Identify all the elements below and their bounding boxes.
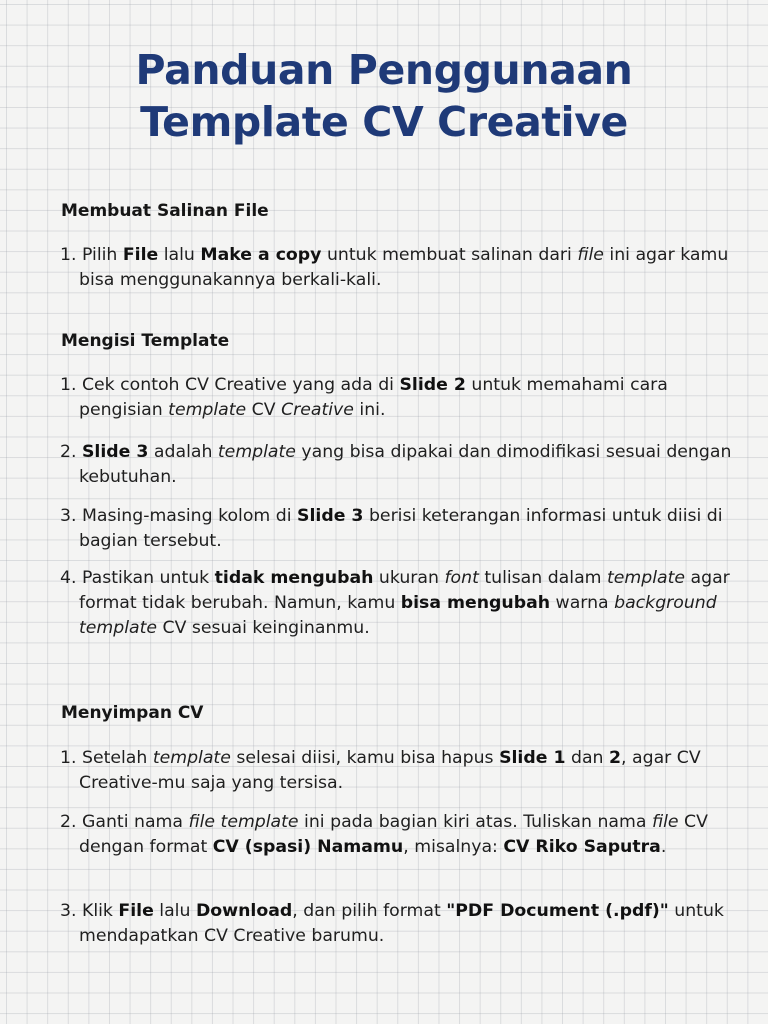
italic-text: Creative — [281, 400, 354, 420]
italic-text: template — [607, 568, 686, 588]
bold-text: CV (spasi) Namamu — [212, 837, 404, 857]
bold-text: Download — [195, 901, 293, 921]
bold-text: tidak mengubah — [214, 568, 374, 588]
italic-text: file template — [188, 812, 299, 832]
italic-text: background template — [79, 593, 717, 638]
bold-text: Slide 3 — [81, 442, 149, 462]
list-item — [60, 373, 739, 423]
bold-text: "PDF Document (.pdf)" — [446, 901, 669, 921]
text-run: 4. Pastikan untuk — [60, 568, 215, 588]
text-run: untuk mendapatkan CV Creative barumu. — [79, 901, 724, 946]
bold-text: Slide 2 — [399, 375, 466, 395]
italic-text: file — [577, 245, 604, 265]
bold-text: File — [122, 245, 159, 265]
text-run: CV — [246, 400, 282, 420]
text-run: CV sesuai keinginanmu. — [157, 618, 370, 638]
list-item — [60, 746, 739, 796]
bold-text: bisa mengubah — [400, 593, 551, 613]
text-run: selesai diisi, kamu bisa hapus — [230, 748, 500, 768]
text-run: yang bisa dipakai dan dimodifikasi sesuai dengan kebutuhan. — [79, 442, 732, 487]
text-run: berisi keterangan informasi untuk diisi di bagian tersebut. — [79, 506, 723, 551]
text-run: 3. Klik — [60, 901, 119, 921]
italic-text: template — [217, 442, 296, 462]
text-run: 2. — [60, 442, 82, 462]
section-heading-menyimpan-cv: Menyimpan CV — [61, 703, 204, 723]
text-run: 1. Setelah — [60, 748, 153, 768]
bold-text: Make a copy — [200, 245, 322, 265]
text-run: warna — [550, 593, 615, 613]
text-run: adalah — [148, 442, 218, 462]
section-heading-membuat-salinan: Membuat Salinan File — [61, 201, 269, 221]
italic-text: file — [651, 812, 679, 832]
text-run: , agar CV Creative-mu saja yang tersisa. — [79, 748, 701, 793]
italic-text: template — [168, 400, 247, 420]
italic-text: font — [444, 568, 479, 588]
list-item — [60, 899, 739, 949]
text-run: 2. Ganti nama — [60, 812, 189, 832]
title-line-2: Template CV Creative — [140, 98, 628, 146]
text-run: ini. — [353, 400, 386, 420]
bold-text: Slide 1 — [499, 748, 566, 768]
text-run: untuk memahami cara pengisian — [79, 375, 668, 420]
text-run: 1. Pilih — [60, 245, 123, 265]
text-run: untuk membuat salinan dari — [321, 245, 578, 265]
text-run: , misalnya: — [403, 837, 504, 857]
text-run: 3. Masing-masing kolom di — [60, 506, 298, 526]
text-run: 1. Cek contoh CV Creative yang ada di — [60, 375, 400, 395]
bold-text: Slide 3 — [297, 506, 364, 526]
text-run: lalu — [158, 245, 201, 265]
list-item — [60, 440, 739, 490]
text-run: lalu — [153, 901, 196, 921]
text-run: , dan pilih format — [292, 901, 447, 921]
bold-text: 2 — [609, 748, 622, 768]
text-run: agar format tidak berubah. Namun, kamu — [79, 568, 730, 613]
italic-text: template — [152, 748, 231, 768]
bold-text: CV Riko Saputra — [503, 837, 661, 857]
list-item — [60, 243, 739, 293]
title-line-1: Panduan Penggunaan — [135, 46, 633, 94]
list-item — [60, 566, 739, 641]
text-run: tulisan dalam — [478, 568, 607, 588]
text-run: ukuran — [373, 568, 445, 588]
section-heading-mengisi-template: Mengisi Template — [61, 331, 230, 351]
text-run: CV dengan format — [79, 812, 708, 857]
bold-text: File — [118, 901, 154, 921]
list-item — [60, 504, 739, 554]
list-item — [60, 810, 739, 860]
text-run: dan — [565, 748, 609, 768]
text-run: ini pada bagian kiri atas. Tuliskan nama — [298, 812, 652, 832]
text-run: ini agar kamu bisa menggunakannya berkali-kali. — [79, 245, 729, 290]
text-run: . — [660, 837, 667, 857]
page-title — [0, 44, 768, 148]
